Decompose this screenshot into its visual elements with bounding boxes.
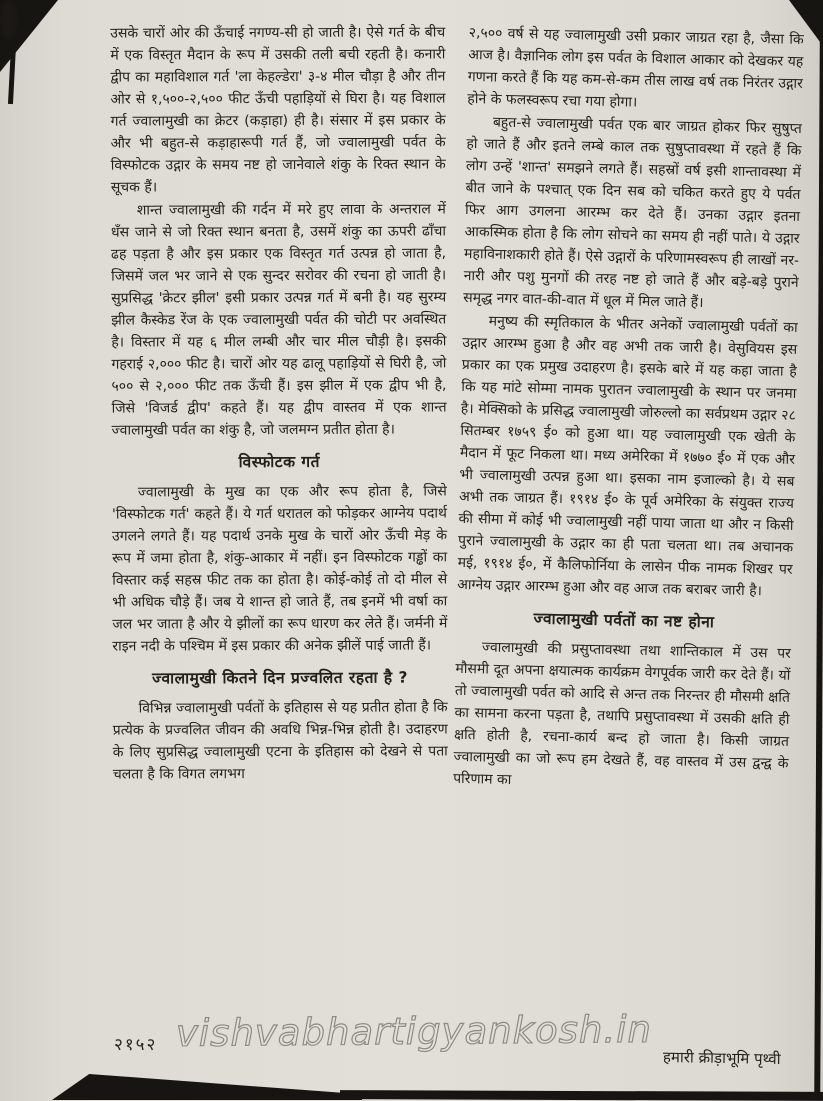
scan-shadow-bottom-edge: [340, 1090, 823, 1101]
book-title-footer: हमारी क्रीड़ाभूमि पृथ्वी: [663, 1047, 782, 1069]
page-number: २१५२: [114, 1035, 158, 1055]
section-heading-parvaton-ka-nasht-hona: ज्वालामुखी पर्वतों का नष्ट होना: [533, 609, 715, 632]
paragraph: ज्वालामुखी की प्रसुप्तावस्था तथा शान्तिकाल में उस पर मौसमी दूत अपना क्षयात्मक कार्यक्रम वेगपूर्वक जारी कर देते हैं। यों तो ज्वालामुखी पर्वत को आदि से अन्त तक निरन्तर ही मौसमी क्षति का सामना करना पड़ता है, तथापि प्रसुप्तावस्था में उसकी क्षति ही क्षति होती है, रचना-कार्य बन्द हो जाता है। किसी जाग्रत ज्वालामुखी का जो रूप हम देखते हैं, वह वास्तव में उस द्वन्द्व के परिणाम का: [452, 639, 792, 789]
watermark-text: vishvabhartigyankosh.in: [175, 1007, 653, 1056]
paragraph: विभिन्न ज्वालामुखी पर्वतों के इतिहास से यह प्रतीत होता है कि प्रत्येक के प्रज्वलित जीवन की अवधि भिन्न-भिन्न होती है। उदाहरण के लिए सुप्रसिद्ध ज्वालामुखी एटना के इतिहास को देखने से पता चलता है कि विगत लगभग: [112, 699, 448, 783]
section-heading-visphotak-gart: विस्फोटक गर्त: [238, 452, 320, 472]
text-columns: [112, 22, 804, 1032]
left-column: [110, 21, 449, 1032]
paragraph: बहुत-से ज्वालामुखी पर्वत एक बार जाग्रत होकर फिर सुषुप्त हो जाते हैं और इतने लम्बे काल तक सुषुप्तावस्था में रहते हैं कि लोग उन्हें 'शान्त' समझने लगते हैं। सहस्रों वर्ष इसी शान्तावस्था में बीत जाने के पश्चात् एक दिन सब को चकित करते हुए ये पर्वत फिर आग उगलना आरम्भ कर देते हैं। उनका उद्गार इतना आकस्मिक होता है कि लोग सोचने का समय ही नहीं पाते। ये उद्गार महाविनाशकारी होते हैं। ऐसे उद्गारों के परिणामस्वरूप ही लाखों नर-नारी और पशु मुनगों की तरह नष्ट हो जाते हैं और बड़े-बड़े पुराने समृद्ध नगर वात-की-वात में धूल में मिल जाते हैं।: [463, 114, 802, 311]
scan-shadow-bottom-left: [52, 1074, 362, 1100]
paragraph: शान्त ज्वालामुखी की गर्दन में मरे हुए लावा के अन्तराल में धँस जाने से जो रिक्त स्थान बनता है, उसमें शंकु का ऊपरी ढाँचा ढह पड़ता है और इस प्रकार एक विस्तृत गर्त उत्पन्न हो जाता है, जिसमें जल भर जाने से एक सुन्दर सरोवर की रचना हो जाती है। सुप्रसिद्ध 'क्रेटर झील' इसी प्रकार उत्पन्न गर्त में बनी है। यह सुरम्य झील कैस्केड रेंज के एक ज्वालामुखी पर्वत की चोटी पर अवस्थित है। विस्तार में यह ६ मील लम्बी और चार मील चौड़ी है। इसकी गहराई २,००० फीट है। चारों ओर यह ढालू पहाड़ियों से घिरी है, जो ५०० से २,००० फीट तक ऊँची हैं। इस झील में एक द्वीप भी है, जिसे 'विजर्ड द्वीप' कहते हैं। यह द्वीप वास्तव में एक शान्त ज्वालामुखी पर्वत का शंकु है, जो जलमग्न प्रतीत होता है।: [110, 201, 447, 439]
paragraph: २,५०० वर्ष से यह ज्वालामुखी उसी प्रकार जाग्रत रहा है, जैसा कि आज है। वैज्ञानिक लोग इस पर्वत के विशाल आकार को देखकर यह गणना करते हैं कि यह कम-से-कम तीस लाख वर्ष तक निरंतर उद्गार होने के फलस्वरूप रचा गया होगा।: [467, 24, 804, 111]
scan-shadow-right-edge: [814, 40, 823, 1100]
paragraph: उसके चारों ओर की ऊँचाई नगण्य-सी हो जाती है। ऐसे गर्त के बीच में एक विस्तृत मैदान के रूप में उसकी तली बची रहती है। कनारी द्वीप का महाविशाल गर्त 'ला केहल्डेरा' ३-४ मील चौड़ा है और तीन ओर से १,५००-२,५०० फीट ऊँची पहाड़ियों से घिरा है। यह विशाल गर्त ज्वालामुखी का क्रेटर (कड़ाहा) ही है। संसार में इस प्रकार के और भी बहुत-से कड़ाहारूपी गर्त हैं, जो ज्वालामुखी पर्वत के विस्फोटक उद्गार के समय नष्ट हो जानेवाले शंकु के रिक्त स्थान के सूचक हैं।: [110, 24, 446, 196]
section-heading-kitne-din-prajvalit: ज्वालामुखी कितने दिन प्रज्वलित रहता है ?: [152, 668, 408, 688]
scan-smudge: [0, 0, 18, 40]
paragraph: मनुष्य की स्मृतिकाल के भीतर अनेकों ज्वालामुखी पर्वतों का उद्गार आरम्भ हुआ है और वह अभी तक जारी है। वेसुवियस इस प्रकार का एक प्रमुख उदाहरण है। इसके बारे में यह कहा जाता है कि यह मांटे सोम्मा नामक पुरातन ज्वालामुखी के स्थान पर जनमा है। मेक्सिको के प्रसिद्ध ज्वालामुखी जोरुल्लो का सर्वप्रथम उद्गार २८ सितम्बर १७५९ ई० को हुआ था। यह ज्वालामुखी एक खेती के मैदान में फूट निकला था। मध्य अमेरिका में १७७० ई० में एक और भी ज्वालामुखी उत्पन्न हुआ था। इसका नाम इजाल्को है। ये सब अभी तक जाग्रत हैं। १९१४ ई० के पूर्व अमेरिका के संयुक्त राज्य की सीमा में कोई भी ज्वालामुखी नहीं पाया जाता था और न किसी पुराने ज्वालामुखी के उद्गार का ही पता चलता था। तब अचानक मई, १९१४ ई०, में कैलिफोर्निया के लासेन पीक नामक शिखर पर आग्नेय उद्गार आरम्भ हुआ और वह आज तक बराबर जारी है।: [457, 313, 798, 600]
right-column: [448, 22, 804, 1039]
paragraph: ज्वालामुखी के मुख का एक और रूप होता है, जिसे 'विस्फोटक गर्त' कहते हैं। ये गर्त धरातल को फोड़कर आग्नेय पदार्थ उगलने लगते हैं। यह पदार्थ उनके मुख के चारों ओर ऊँची मेड़ के रूप में जमा होता है, शंकु-आकार में नहीं। इन विस्फोटक गड्ढों का विस्तार कई सहस्र फीट तक का होता है। कोई-कोई तो दो मील से भी अधिक चौड़े हैं। जब ये शान्त हो जाते हैं, तब इनमें भी वर्षा का जल भर जाता है और ये झीलों का रूप धारण कर लेते हैं। जर्मनी में राइन नदी के पश्चिम में इस प्रकार की अनेक झीलें पाई जाती हैं।: [111, 483, 448, 655]
